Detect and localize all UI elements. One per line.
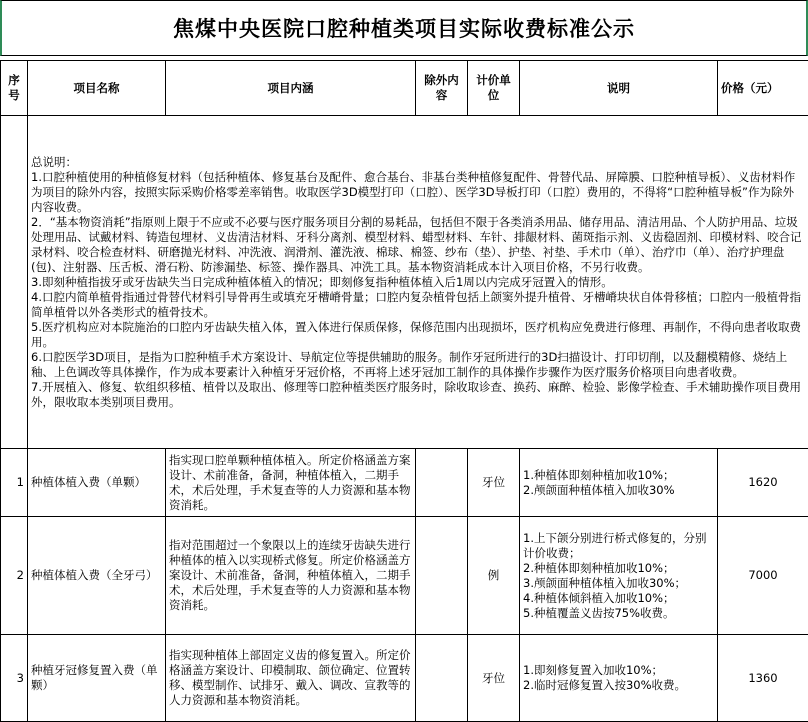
header-name: 项目名称	[28, 61, 166, 116]
row-content: 指实现种植体上部固定义齿的修复置入。所定价格涵盖方案设计、印模制取、颌位确定、位置转移、模型制作、试排牙、戴入、调改、宣教等的人力资源和基本物资消耗。	[166, 635, 416, 722]
row-seq: 1	[1, 449, 28, 517]
row-content: 指对范围超过一个象限以上的连续牙齿缺失进行种植体的植入以实现桥式修复。所定价格涵盖方案设计、术前准备，备洞，种植体植入，二期手术，术后处理，手术复查等的人力资源和基本物资消耗。	[166, 517, 416, 635]
row-note-line: 5.种植覆盖义齿按75%收费。	[523, 606, 714, 621]
page-title: 焦煤中央医院口腔种植类项目实际收费标准公示	[0, 0, 808, 56]
row-unit: 牙位	[468, 449, 520, 517]
row-price: 1620	[718, 449, 808, 517]
note-item: 2．“基本物资消耗”指原则上限于不应或不必要与医疗服务项目分割的易耗品，包括但不限于各类消杀用品、储存用品、清洁用品、个人防护用品、垃圾处理用品、试戴材料、铸造包埋材、义齿清洁材料、牙科分离剂、模型材料、蜡型材料、车针、排龈材料、菌斑指示剂、义齿稳固剂、印模材料、咬合记录材料、咬合检查材料、研磨抛光材料、冲洗液、润滑剂、灌洗液、棉球、棉签、纱布（垫）、护垫、衬垫、手术巾（单）、治疗巾（单）、治疗护理盘(包)、注射器、压舌板、滑石粉、防渗漏垫、标签、操作器具、冲洗工具。基本物资消耗成本计入项目价格，不另行收费。	[31, 215, 805, 275]
note-item: 6.口腔医学3D项目，是指为口腔种植手术方案设计、导航定位等提供辅助的服务。制作牙冠所进行的3D扫描设计、打印切削，以及翻模精修、烧结上釉、上色调改等具体操作，作为成本要素计入种植牙牙冠价格，不再将上述牙冠加工制作的具体操作步骤作为医疗服务价格项目向患者收费。	[31, 350, 805, 380]
table-row	[1, 517, 808, 635]
header-price: 价格（元）	[718, 61, 808, 116]
notes-seq-cell	[1, 116, 28, 449]
row-price: 7000	[718, 517, 808, 635]
row-seq: 2	[1, 517, 28, 635]
table-row	[1, 449, 808, 517]
row-unit: 例	[468, 517, 520, 635]
row-note-line: 2.种植体即刻种植加收10%；	[523, 561, 714, 576]
row-item-name: 种植体植入费（全牙弓）	[28, 517, 166, 635]
row-seq: 3	[1, 635, 28, 722]
header-content: 项目内涵	[166, 61, 416, 116]
fee-table	[0, 60, 808, 722]
header-seq: 序号	[1, 61, 28, 116]
table-header-row	[1, 61, 808, 116]
row-excluded	[416, 449, 468, 517]
row-note-line: 1.即刻修复置入加收10%；	[523, 663, 714, 678]
notes-heading: 总说明：	[31, 155, 805, 170]
row-note-line: 1.上下颌分别进行桥式修复的，分别计价收费；	[523, 531, 714, 561]
row-note	[520, 517, 718, 635]
row-note	[520, 449, 718, 517]
row-note-line: 1.种植体即刻种植加收10%；	[523, 468, 714, 483]
note-item: 4.口腔内简单植骨指通过骨替代材料引导骨再生或填充牙槽嵴骨量；口腔内复杂植骨包括上颌窦外提升植骨、牙槽嵴块状自体骨移植；口腔内一般植骨指简单植骨以外各类形式的植骨技术。	[31, 290, 805, 320]
row-excluded	[416, 635, 468, 722]
row-note	[520, 635, 718, 722]
note-item: 3.即刻种植指拔牙或牙齿缺失当日完成种植体植入的情况；即刻修复指种植体植入后1周以内完成牙冠置入的情形。	[31, 275, 805, 290]
note-item: 7.开展植入、修复、软组织移植、植骨以及取出、修理等口腔种植类医疗服务时，除收取诊查、换药、麻醉、检验、影像学检查、手术辅助操作项目费用外，限收取本类别项目费用。	[31, 380, 805, 410]
row-unit: 牙位	[468, 635, 520, 722]
header-unit: 计价单位	[468, 61, 520, 116]
row-item-name: 种植体植入费（单颗）	[28, 449, 166, 517]
row-note-line: 2.临时冠修复置入按30%收费。	[523, 678, 714, 693]
row-excluded	[416, 517, 468, 635]
note-item: 5.医疗机构应对本院施治的口腔内牙齿缺失植入体，置入体进行保质保修，保修范围内出现损坏，医疗机构应免费进行修理、再制作，不得向患者收取费用。	[31, 320, 805, 350]
table-row	[1, 635, 808, 722]
row-item-name: 种植牙冠修复置入费（单颗）	[28, 635, 166, 722]
general-notes-row	[1, 116, 808, 449]
row-content: 指实现口腔单颗种植体植入。所定价格涵盖方案设计、术前准备，备洞，种植体植入，二期手术，术后处理，手术复查等的人力资源和基本物资消耗。	[166, 449, 416, 517]
header-excluded: 除外内容	[416, 61, 468, 116]
row-note-line: 4.种植体倾斜植入加收10%；	[523, 591, 714, 606]
row-note-line: 3.颅颌面种植体植入加收30%；	[523, 576, 714, 591]
general-notes	[28, 116, 808, 449]
row-price: 1360	[718, 635, 808, 722]
note-item: 1.口腔种植使用的种植修复材料（包括种植体、修复基台及配件、愈合基台、非基台类种植修复配件、骨替代品、屏障膜、口腔种植导板）、义齿材料作为项目的除外内容，按照实际采购价格零差率销售。收取医学3D模型打印（口腔）、医学3D导板打印（口腔）费用的，不得将“口腔种植导板”作为除外内容收费。	[31, 170, 805, 215]
row-note-line: 2.颅颌面种植体植入加收30%	[523, 483, 714, 498]
header-note: 说明	[520, 61, 718, 116]
